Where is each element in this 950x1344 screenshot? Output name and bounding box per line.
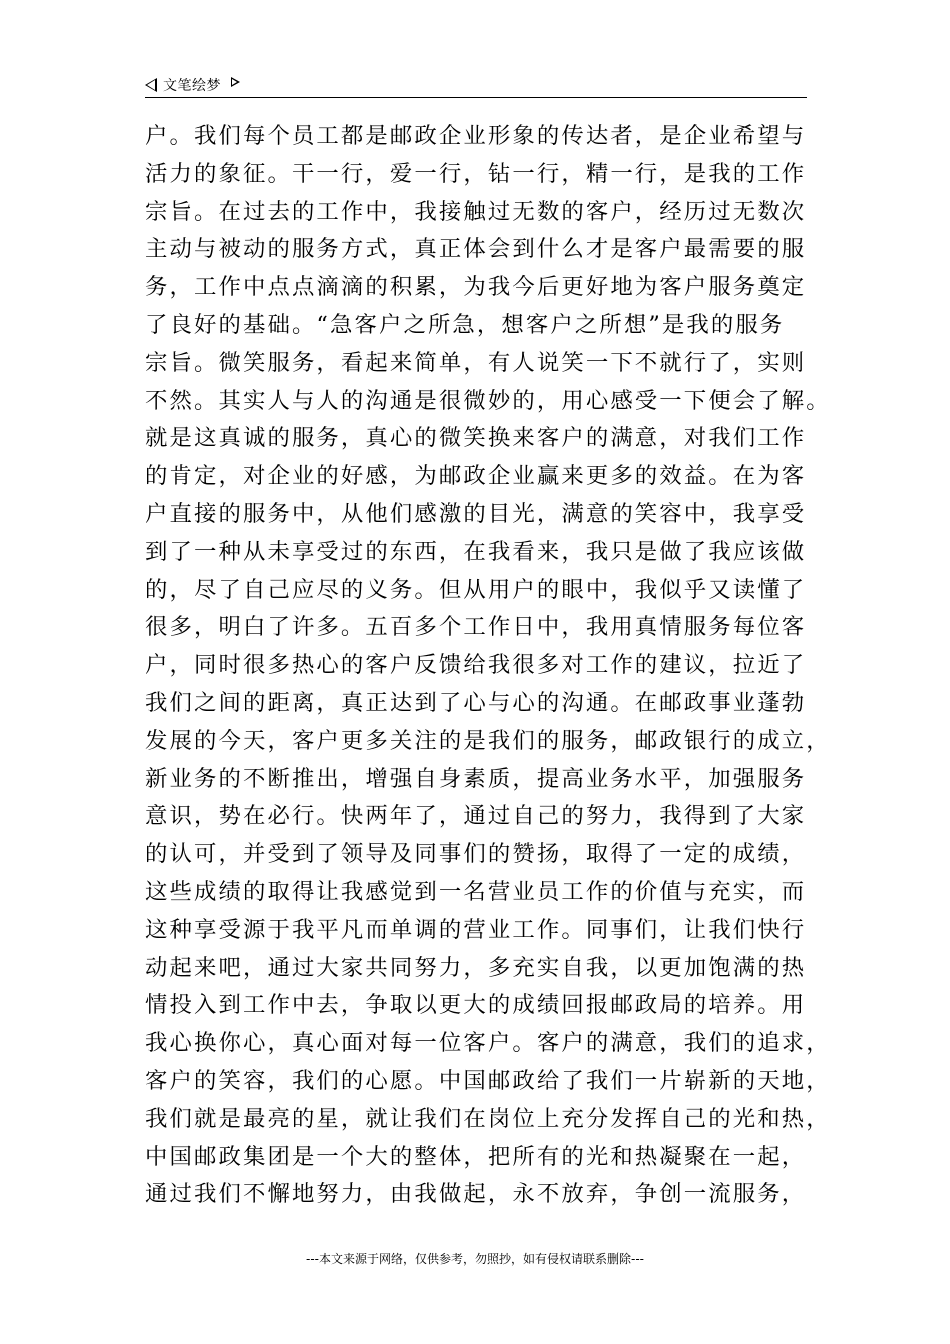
body-line: 户。我们每个员工都是邮政企业形象的传达者，是企业希望与: [145, 123, 807, 149]
triangle-left-icon: [145, 78, 157, 92]
body-line: 的认可，并受到了领导及同事们的赞扬，取得了一定的成绩，: [145, 841, 807, 868]
body-line: 不然。其实人与人的沟通是很微妙的，用心感受一下便会了解。: [145, 387, 831, 414]
page-header: [145, 72, 240, 98]
body-line: 新业务的不断推出，增强自身素质，提高业务水平，加强服务: [145, 765, 807, 792]
body-line: 务，工作中点点滴滴的积累，为我今后更好地为客户服务奠定: [145, 274, 807, 301]
body-line: 户直接的服务中，从他们感激的目光，满意的笑容中，我享受: [145, 500, 807, 527]
body-line: 这种享受源于我平凡而单调的营业工作。同事们，让我们快行: [145, 916, 807, 943]
body-line: 这些成绩的取得让我感觉到一名营业员工作的价值与充实，而: [145, 878, 807, 905]
header-brand: 文笔绘梦: [163, 78, 221, 94]
body-line: 活力的象征。干一行，爱一行，钻一行，精一行，是我的工作: [145, 160, 807, 187]
body-line: 了良好的基础。“急客户之所急，想客户之所想”是我的服务: [145, 311, 785, 338]
body-line: 意识，势在必行。快两年了，通过自己的努力，我得到了大家: [145, 803, 807, 830]
body-line: 主动与被动的服务方式，真正体会到什么才是客户最需要的服: [145, 236, 807, 263]
header-divider: [145, 97, 807, 98]
body-line: 中国邮政集团是一个大的整体，把所有的光和热凝聚在一起，: [145, 1143, 807, 1170]
body-line: 我心换你心，真心面对每一位客户。客户的满意，我们的追求，: [145, 1030, 831, 1057]
body-line: 动起来吧，通过大家共同努力，多充实自我，以更加饱满的热: [145, 954, 807, 981]
body-line: 我们就是最亮的星，就让我们在岗位上充分发挥自己的光和热，: [145, 1105, 831, 1132]
triangle-right-icon: [231, 77, 240, 87]
page-footer: ---本文来源于网络，仅供参考，勿照抄，如有侵权请联系删除---: [306, 1252, 644, 1266]
body-line: 户，同时很多热心的客户反馈给我很多对工作的建议，拉近了: [145, 652, 807, 679]
body-line: 我们之间的距离，真正达到了心与心的沟通。在邮政事业蓬勃: [145, 689, 807, 716]
body-line: 通过我们不懈地努力，由我做起，永不放弃，争创一流服务，: [145, 1181, 807, 1208]
body-line: 宗旨。微笑服务，看起来简单，有人说笑一下不就行了，实则: [145, 349, 807, 376]
body-line: 很多，明白了许多。五百多个工作日中，我用真情服务每位客: [145, 614, 807, 641]
body-line: 的肯定，对企业的好感，为邮政企业赢来更多的效益。在为客: [145, 463, 807, 490]
body-line: 客户的笑容，我们的心愿。中国邮政给了我们一片崭新的天地，: [145, 1067, 831, 1094]
body-line: 发展的今天，客户更多关注的是我们的服务，邮政银行的成立，: [145, 727, 831, 754]
body-line: 的，尽了自己应尽的义务。但从用户的眼中，我似乎又读懂了: [145, 576, 807, 603]
body-line: 到了一种从未享受过的东西，在我看来，我只是做了我应该做: [145, 538, 807, 565]
body-line: 情投入到工作中去，争取以更大的成绩回报邮政局的培养。用: [145, 992, 807, 1019]
body-line: 宗旨。在过去的工作中，我接触过无数的客户，经历过无数次: [145, 198, 807, 225]
body-line: 就是这真诚的服务，真心的微笑换来客户的满意，对我们工作: [145, 425, 807, 452]
document-body: [145, 118, 831, 1214]
